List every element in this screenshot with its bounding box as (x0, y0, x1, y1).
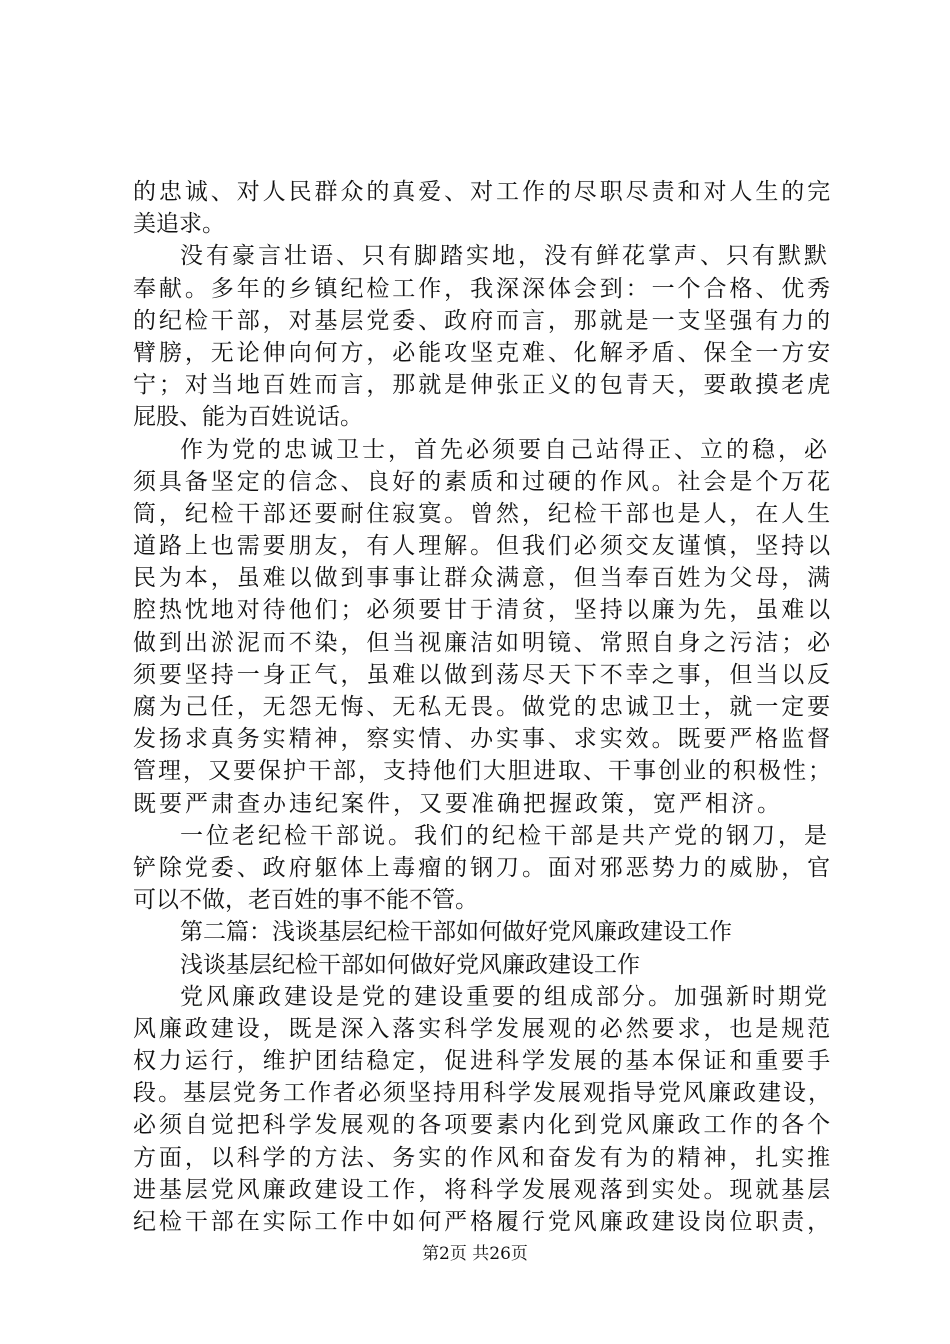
paragraph-first-line: 一位老纪检干部说。我们的纪检干部是共产党的钢刀，是 (180, 823, 830, 849)
section-heading: 第二篇：浅谈基层纪检干部如何做好党风廉政建设工作 (180, 919, 732, 945)
body-text-line: 美追求。 (133, 211, 225, 237)
body-text-line: 段。基层党务工作者必须坚持用科学发展观指导党风廉政建设， (133, 1080, 833, 1106)
paragraph-first-line: 作为党的忠诚卫士，首先必须要自己站得正、立的稳，必 (180, 437, 830, 463)
body-text-line: 屁股、能为百姓说话。 (133, 404, 363, 430)
body-text-line: 方面，以科学的方法、务实的作风和奋发有为的精神，扎实推 (133, 1145, 834, 1171)
body-text-line: 纪检干部在实际工作中如何严格履行党风廉政建设岗位职责， (133, 1209, 834, 1235)
paragraph-first-line: 没有豪言壮语、只有脚踏实地，没有鲜花掌声、只有默默 (180, 243, 830, 269)
body-text-line: 铲除党委、政府躯体上毒瘤的钢刀。面对邪恶势力的威胁，官 (133, 855, 834, 881)
body-text-line: 风廉政建设，既是深入落实科学发展观的必然要求，也是规范 (133, 1016, 834, 1042)
body-text-line: 腔热忱地对待他们；必须要甘于清贫，坚持以廉为先，虽难以 (133, 597, 834, 623)
body-text-line: 筒，纪检干部还要耐住寂寞。曾然，纪检干部也是人，在人生 (133, 501, 834, 527)
body-text-line: 须具备坚定的信念、良好的素质和过硬的作风。社会是个万花 (133, 469, 834, 495)
body-text-line: 腐为己任，无怨无悔、无私无畏。做党的忠诚卫士，就一定要 (133, 694, 834, 720)
body-text-line: 权力运行，维护团结稳定，促进科学发展的基本保证和重要手 (133, 1048, 834, 1074)
body-text-line: 必须自觉把科学发展观的各项要素内化到党风廉政工作的各个 (133, 1112, 834, 1138)
page-number-footer: 第2页 共26页 (422, 1244, 528, 1264)
body-text-line: 的纪检干部，对基层党委、政府而言，那就是一支坚强有力的 (133, 308, 834, 334)
body-text-line: 奉献。多年的乡镇纪检工作，我深深体会到：一个合格、优秀 (133, 276, 834, 302)
body-text-line: 进基层党风廉政建设工作，将科学发展观落到实处。现就基层 (133, 1177, 834, 1203)
body-text-line: 做到出淤泥而不染，但当视廉洁如明镜、常照自身之污洁；必 (133, 630, 834, 656)
article-title: 浅谈基层纪检干部如何做好党风廉政建设工作 (180, 952, 640, 978)
body-text-line: 民为本，虽难以做到事事让群众满意，但当奉百姓为父母，满 (133, 565, 834, 591)
body-text-line: 臂膀，无论伸向何方，必能攻坚克难、化解矛盾、保全一方安 (133, 340, 834, 366)
paragraph-first-line: 党风廉政建设是党的建设重要的组成部分。加强新时期党 (180, 984, 830, 1010)
body-text-line: 管理，又要保护干部，支持他们大胆进取、干事创业的积极性； (133, 758, 833, 784)
body-text-line: 须要坚持一身正气，虽难以做到荡尽天下不幸之事，但当以反 (133, 662, 834, 688)
body-text-line: 既要严肃查办违纪案件，又要准确把握政策，宽严相济。 (133, 791, 783, 817)
body-text-line: 的忠诚、对人民群众的真爱、对工作的尽职尽责和对人生的完 (133, 179, 834, 205)
body-text-line: 道路上也需要朋友，有人理解。但我们必须交友谨慎，坚持以 (133, 533, 834, 559)
body-text-line: 宁；对当地百姓而言，那就是伸张正义的包青天，要敢摸老虎 (133, 372, 834, 398)
body-text-line: 可以不做，老百姓的事不能不管。 (133, 887, 478, 913)
body-text-line: 发扬求真务实精神，察实情、办实事、求实效。既要严格监督 (133, 726, 834, 752)
